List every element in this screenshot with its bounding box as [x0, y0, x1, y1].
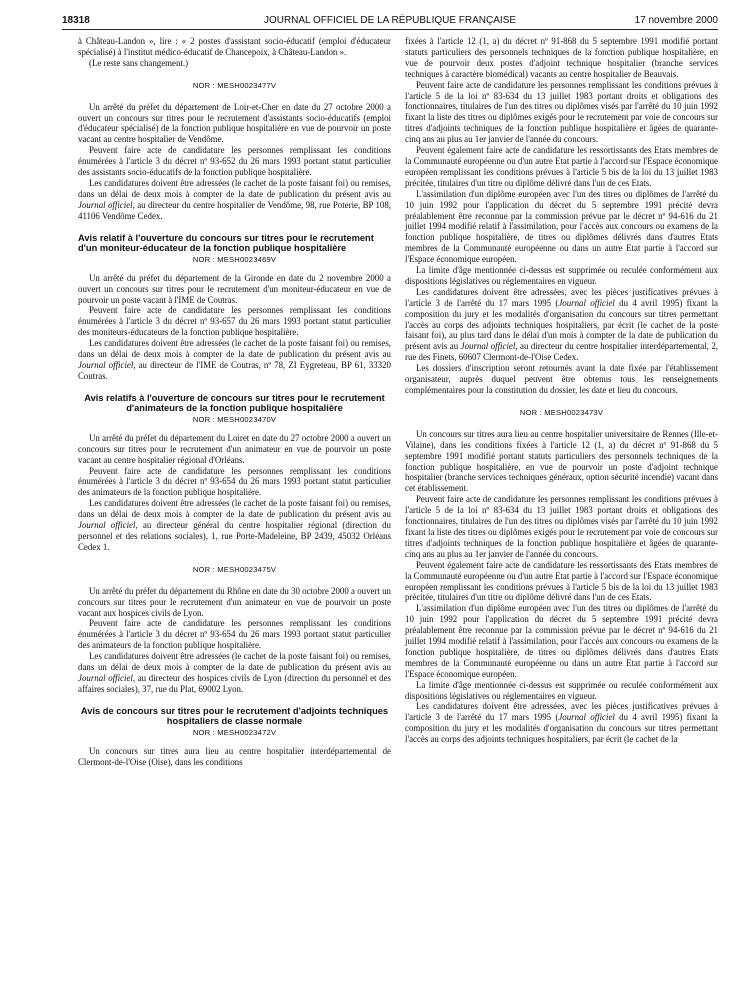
paragraph: Peuvent faire acte de candidature les personnes remplissant les conditions prévues à l'article 5 de la loi nº 83-634 du 13 juillet 1983 portant droits et obligations des fonctionnaires, titulaires de l'un des titres ou diplômes visés par l'arrêté du 10 juin 1992 fixant la liste des titres ou diplômes exigés pour le recrutement par voie de concours sur titres d'adjoints techniques de la fonction publique hospitalière et âgées de quarante-cinq ans au plus au 1er janvier de l'année du concours.: [405, 494, 718, 559]
paragraph: Un arrêté du préfet du département de Loir-et-Cher en date du 27 octobre 2000 a ouvert un concours sur titres pour le recrutement d'assistants socio-éducatifs (emploi d'éducateur spécialisé) de la fonction publique hospitalière en vue de pourvoir un poste vacant au centre hospitalier de Vendôme.: [78, 101, 391, 145]
nor-reference: NOR : MESH0023470V: [192, 414, 277, 424]
section-heading: Avis de concours sur titres pour le recrutement d'adjoints techniques hospitaliers de classe normale: [80, 705, 389, 727]
right-column: [405, 36, 718, 745]
paragraph: La limite d'âge mentionnée ci-dessus est supprimée ou reculée conformément aux dispositions législatives ou réglementaires en vigueur.: [405, 679, 718, 701]
paragraph: Peuvent faire acte de candidature les personnes remplissant les conditions énumérées à l'article 3 du décret nº 93-657 du 26 mars 1993 portant statut particulier des moniteurs-éducateurs de la fonction publique hospitalière.: [78, 305, 391, 338]
paragraph: Les candidatures doivent être adressées (le cachet de la poste faisant foi) ou remises, dans un délai de deux mois à compter de la date de publication du présent avis au Journal officiel, au directeur des hospices civils de Lyon (direction du personnel et des affaires sociales), 37, rue du Plat, 69002 Lyon.: [78, 651, 391, 694]
journal-officiel-italic: Journal officiel: [78, 672, 133, 683]
paragraph: fixées à l'article 12 (1, a) du décret nº 91-868 du 5 septembre 1991 modifié portant statuts particuliers des personnels techniques de la fonction publique hospitalière, en vue de pourvoir deux postes d'adjoint technique hospitalier (branche services techniques à caractère biomédical) vacants au centre hospitalier de Beauvais.: [405, 36, 718, 79]
section-heading: Avis relatifs à l'ouverture de concours sur titres pour le recrutement d'animateurs de la fonction publique hospitalière: [84, 392, 385, 414]
paragraph: (Le reste sans changement.): [89, 57, 189, 68]
paragraph: Peuvent faire acte de candidature les personnes remplissant les conditions énumérées à l'article 3 du décret nº 93-654 du 26 mars 1993 portant statut particulier des animateurs de la fonction publique hospitalière.: [78, 618, 391, 651]
nor-reference: NOR : MESH0023473V: [519, 407, 604, 417]
journal-officiel-italic: Journal officiel: [558, 297, 615, 308]
journal-officiel-italic: Journal officiel: [460, 341, 516, 352]
paragraph: Les dossiers d'inscription seront retournés avant la date fixée par l'établissement organisateur, auprès duquel peuvent être obtenus tous les renseignements complémentaires pour la constitution du dossier, les date et lieu du concours.: [405, 363, 718, 395]
nor-reference: NOR : MESH0023469V: [192, 254, 277, 264]
paragraph: La limite d'âge mentionnée ci-dessus est supprimée ou reculée conformément aux dispositions législatives ou réglementaires en vigueur.: [405, 265, 718, 286]
paragraph: à Château-Landon », lire : « 2 postes d'assistant socio-éducatif (emploi d'éducateur spécialisé) à l'institut médico-éducatif de Chancepoix, à Château-Landon ».: [78, 36, 391, 57]
nor-reference: NOR : MESH0023472V: [192, 727, 277, 737]
paragraph: Les candidatures doivent être adressées (le cachet de la poste faisant foi) ou remises, dans un délai de deux mois à compter de la date de publication du présent avis au Journal officiel, au directeur général du centre hospitalier régional (direction du personnel et des relations sociales), 1, rue Porte-Madeleine, BP 2439, 45032 Orléans Cedex 1.: [78, 498, 391, 552]
paragraph: Un arrêté du préfet du département du Rhône en date du 30 octobre 2000 a ouvert un concours sur titres pour le recrutement d'un animateur en vue de pourvoir un poste vacant aux hospices civils de Lyon.: [78, 585, 391, 618]
paragraph: Les candidatures doivent être adressées, avec les pièces justificatives prévues à l'article 3 de l'arrêté du 17 mars 1995 (Journal officiel du 4 avril 1995) fixant la composition du jury et les modalités d'organisation du concours sur titres permettant l'accès au corps des adjoints techniques hospitaliers, par écrit (le cachet de la: [405, 701, 718, 745]
left-column: [78, 36, 391, 768]
paragraph: Un arrêté du préfet du département de la Gironde en date du 2 novembre 2000 a ouvert un concours sur titres pour le recrutement d'un moniteur-éducateur en vue de pourvoir un poste vacant à l'IME de Coutras.: [78, 272, 391, 305]
journal-title: JOURNAL OFFICIEL DE LA RÉPUBLIQUE FRANÇAISE: [263, 15, 517, 26]
journal-officiel-italic: Journal officiel: [78, 199, 133, 210]
publication-date: 17 novembre 2000: [634, 15, 718, 26]
paragraph: Un arrêté du préfet du département du Loiret en date du 27 octobre 2000 a ouvert un concours sur titres pour le recrutement d'un animateur en vue de pourvoir un poste vacant au centre hospitalier régional d'Orléans.: [78, 432, 391, 465]
paragraph: Peuvent également faire acte de candidature les ressortissants des Etats membres de la Communauté européenne ou d'un autre Etat partie à l'accord sur l'Espace économique européen remplissant les conditions prévues à l'article 5 bis de la loi du 13 juillet 1983 précitée, titulaires d'un titre ou diplôme délivré dans l'un de ces Etats.: [405, 145, 718, 188]
paragraph: Les candidatures doivent être adressées, avec les pièces justificatives prévues à l'article 3 de l'arrêté du 17 mars 1995 (Journal officiel du 4 avril 1995) fixant la composition du jury et les modalités d'organisation du concours sur titres permettant l'accès au corps des adjoints techniques hospitaliers, par écrit (le cachet de la poste faisant foi), au plus tard dans le délai d'un mois à compter de la date de publication du présent avis au Journal officiel, au directeur du centre hospitalier interdépartemental, 2, rue des Finets, 60607 Clermont-de-l'Oise Cedex.: [405, 286, 718, 363]
nor-reference: NOR : MESH0023475V: [192, 564, 277, 574]
paragraph: Un concours sur titres aura lieu au centre hospitalier interdépartemental de Clermont-de-l'Oise (Oise), dans les conditions: [78, 745, 391, 767]
paragraph: Peuvent faire acte de candidature les personnes remplissant les conditions énumérées à l'article 3 du décret nº 93-652 du 26 mars 1993 portant statut particulier des assistants socio-éducatifs de la fonction publique hospitalière.: [78, 145, 391, 178]
section-heading: Avis relatif à l'ouverture du concours sur titres pour le recrutement d'un moniteur-éducateur de la fonction publique hospitalière: [78, 232, 374, 254]
page-number: 18318: [62, 15, 90, 26]
paragraph: Les candidatures doivent être adressées (le cachet de la poste faisant foi) ou remises, dans un délai de deux mois à compter de la date de publication du présent avis au Journal officiel, au directeur du centre hospitalier de Vendôme, 98, rue Poterie, BP 108, 41106 Vendôme Cedex.: [78, 177, 391, 221]
journal-officiel-italic: Journal officiel: [78, 520, 136, 531]
paragraph: L'assimilation d'un diplôme européen avec l'un des titres ou diplômes de l'arrêté du 10 juin 1992 pour l'application du décret du 5 septembre 1991 précité devra préalablement être reconnue par la commission prévue par le décret nº 94-616 du 21 juillet 1994 modifié relatif à l'assimilation, pour l'accès aux concours ou examens de la fonction publique hospitalière, de titres ou diplômes délivrés dans d'autres Etats membres de la Communauté européenne ou dans un autre Etat partie à l'accord sur l'Espace économique européen.: [405, 188, 718, 265]
journal-officiel-italic: Journal officiel: [558, 712, 615, 723]
paragraph: Peuvent également faire acte de candidature les ressortissants des Etats membres de la Communauté européenne ou d'un autre Etat partie à l'accord sur l'Espace économique européen remplissant les conditions prévues à l'article 5 bis de la loi du 13 juillet 1983 précitée, titulaires d'un titre ou diplôme délivré dans l'un de ces Etats.: [405, 559, 718, 603]
header-rule: [62, 29, 718, 30]
nor-reference: NOR : MESH0023477V: [192, 80, 277, 90]
paragraph: Peuvent faire acte de candidature les personnes remplissant les conditions prévues à l'article 5 de la loi nº 83-634 du 13 juillet 1983 portant droits et obligations des fonctionnaires, titulaires de l'un des titres ou diplômes visés par l'arrêté du 10 juin 1992 fixant la liste des titres ou diplômes exigés pour le recrutement par voie de concours sur titres d'adjoints techniques de la fonction publique hospitalière et âgées de quarante-cinq ans au plus au 1er janvier de l'année du concours.: [405, 79, 718, 145]
paragraph: Peuvent faire acte de candidature les personnes remplissant les conditions énumérées à l'article 3 du décret nº 93-654 du 26 mars 1993 portant statut particulier des animateurs de la fonction publique hospitalière.: [78, 465, 391, 498]
paragraph: Un concours sur titres aura lieu au centre hospitalier universitaire de Rennes (Ille-et-Vilaine), dans les conditions fixées à l'article 12 (1, a) du décret nº 91-868 du 5 septembre 1991 modifié portant statuts particuliers des personnels techniques de la fonction publique hospitalière, en vue de pourvoir un poste d'adjoint technique hospitalier (branche services techniques généraux, option sécurité incendie) vacant dans cet établissement.: [405, 428, 718, 494]
journal-officiel-italic: Journal officiel: [78, 359, 134, 370]
paragraph: Les candidatures doivent être adressées (le cachet de la poste faisant foi) ou remises, dans un délai de deux mois à compter de la date de publication du présent avis au Journal officiel, au directeur de l'IME de Coutras, nº 78, ZI Eygreteau, BP 61, 33320 Coutras.: [78, 338, 391, 381]
paragraph: L'assimilation d'un diplôme européen avec l'un des titres ou diplômes de l'arrêté du 10 juin 1992 pour l'application du décret du 5 septembre 1991 précité devra préalablement être reconnue par la commission prévue par le décret nº 94-616 du 21 juillet 1994 modifié relatif à l'assimilation, pour l'accès aux concours ou examens de la fonction publique hospitalière, de titres ou diplômes délivrés dans d'autres Etats membres de la Communauté européenne ou dans un autre Etat partie à l'accord sur l'Espace économique européen.: [405, 603, 718, 679]
page-header: [62, 14, 718, 30]
